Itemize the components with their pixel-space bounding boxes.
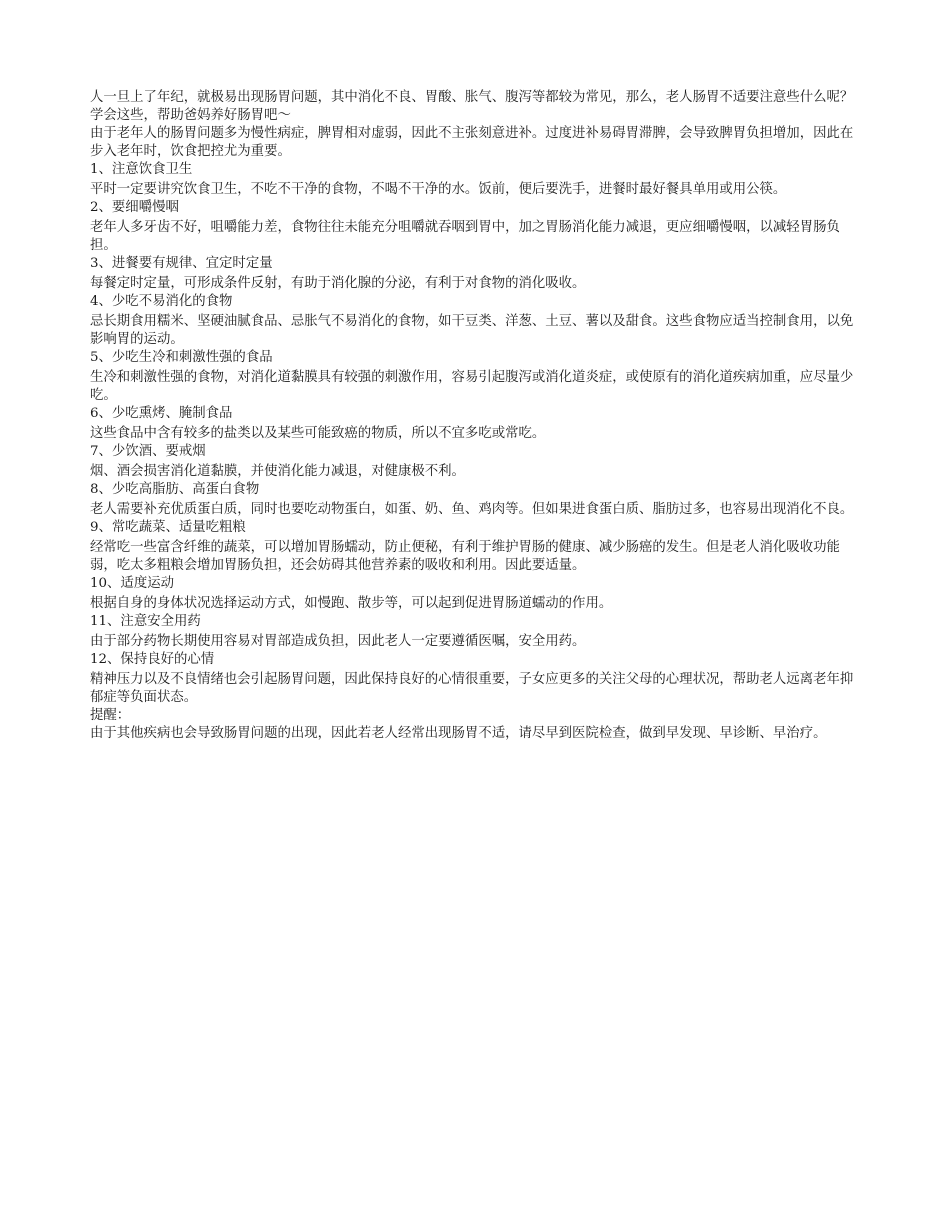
section-heading: 10、适度运动 [90,576,174,591]
section-body: 这些食品中含有较多的盐类以及某些可能致癌的物质，所以不宜多吃或常吃。 [90,426,546,441]
section-heading: 6、少吃熏烤、腌制食品 [90,406,233,421]
intro-paragraph: 由于老年人的肠胃问题多为慢性病症，脾胃相对虚弱，因此不主张刻意进补。过度进补易碍胃滞脾，会导致脾胃负担增加，因此在步入老年时，饮食把控尤为重要。 [90,126,854,159]
section-body: 烟、酒会损害消化道黏膜，并使消化能力减退，对健康极不利。 [90,464,465,479]
tip-label: 提醒： [90,708,131,723]
section-heading: 1、注意饮食卫生 [90,162,193,177]
section-heading: 5、少吃生冷和刺激性强的食品 [90,350,273,365]
section-heading: 11、注意安全用药 [90,614,201,629]
section-body: 精神压力以及不良情绪也会引起肠胃问题，因此保持良好的心情很重要，子女应更多的关注父母的心理状况，帮助老人远离老年抑郁症等负面状态。 [90,672,854,705]
section-body: 每餐定时定量，可形成条件反射，有助于消化腺的分泌，有利于对食物的消化吸收。 [90,276,586,291]
section-heading: 8、少吃高脂肪、高蛋白食物 [90,482,260,497]
section-body: 经常吃一些富含纤维的蔬菜，可以增加胃肠蠕动，防止便秘，有利于维护胃肠的健康、减少肠癌的发生。但是老人消化吸收功能弱，吃太多粗粮会增加胃肠负担，还会妨碍其他营养素的吸收和利用。因此要适量。 [90,540,840,573]
section-body: 老年人多牙齿不好，咀嚼能力差，食物往往未能充分咀嚼就吞咽到胃中，加之胃肠消化能力减退，更应细嚼慢咽，以减轻胃肠负担。 [90,220,840,253]
section-body: 忌长期食用糯米、坚硬油腻食品、忌胀气不易消化的食物，如干豆类、洋葱、土豆、薯以及甜食。这些食物应适当控制食用，以免影响胃的运动。 [90,314,854,347]
section-body: 老人需要补充优质蛋白质，同时也要吃动物蛋白，如蛋、奶、鱼、鸡肉等。但如果进食蛋白质、脂肪过多，也容易出现消化不良。 [90,502,854,517]
section-heading: 12、保持良好的心情 [90,652,215,667]
article [90,89,860,743]
section-body: 由于部分药物长期使用容易对胃部造成负担，因此老人一定要遵循医嘱，安全用药。 [90,634,586,649]
section-body: 生冷和刺激性强的食物，对消化道黏膜具有较强的刺激作用，容易引起腹泻或消化道炎症，或使原有的消化道疾病加重，应尽量少吃。 [90,370,854,403]
section-heading: 9、常吃蔬菜、适量吃粗粮 [90,520,246,535]
section-heading: 2、要细嚼慢咽 [90,200,179,215]
section-heading: 7、少饮酒、要戒烟 [90,444,206,459]
intro-paragraph: 人一旦上了年纪，就极易出现肠胃问题，其中消化不良、胃酸、胀气、腹泻等都较为常见，那么，老人肠胃不适要注意些什么呢？学会这些，帮助爸妈养好肠胃吧～ [90,90,854,123]
tip-body: 由于其他疾病也会导致肠胃问题的出现，因此若老人经常出现肠胃不适，请尽早到医院检查，做到早发现、早诊断、早治疗。 [90,726,827,741]
section-body: 平时一定要讲究饮食卫生，不吃不干净的食物，不喝不干净的水。饭前，便后要洗手，进餐时最好餐具单用或用公筷。 [90,182,787,197]
section-heading: 3、进餐要有规律、宜定时定量 [90,256,273,271]
section-body: 根据自身的身体状况选择运动方式，如慢跑、散步等，可以起到促进胃肠道蠕动的作用。 [90,596,613,611]
section-heading: 4、少吃不易消化的食物 [90,294,233,309]
